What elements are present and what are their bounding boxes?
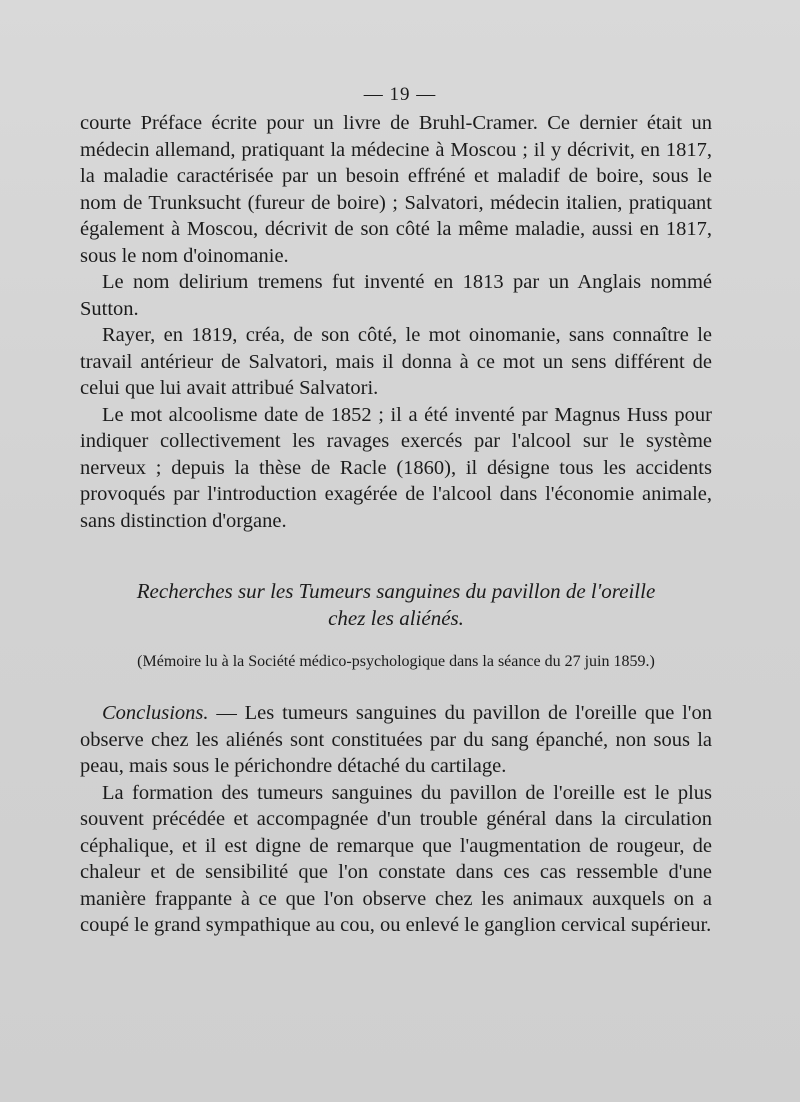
section-title-line-2: chez les aliénés.: [328, 606, 464, 630]
conclusions-text: — Les tumeurs sanguines du pavillon de l'oreille que l'on observe chez les aliénés sont constituées par du sang épanché, non sous la peau, mais sous le périchondre détaché du cartilage.: [80, 702, 712, 777]
paragraph-rayer: Rayer, en 1819, créa, de son côté, le mot oinomanie, sans connaître le travail antérieur de Salvatori, mais il donna à ce mot un sens différent de celui que lui avait attribué Salvatori.: [80, 324, 712, 399]
memoire-note: (Mémoire lu à la Société médico-psychologique dans la séance du 27 juin 1859.): [137, 653, 655, 670]
paragraph-formation: La formation des tumeurs sanguines du pavillon de l'oreille est le plus souvent précédée et accompagnée d'un trouble général dans la circulation céphalique, et il est digne de remarque que l'augmentation de rougeur, de chaleur et de sensibilité que l'on constate dans ces cas ressemble d'une manière frappante à ce que l'on observe chez les animaux auxquels on a coupé le grand sympathique au cou, ou enlevé le ganglion cervical supérieur.: [80, 781, 712, 936]
paragraph-conclusions: [80, 700, 712, 780]
conclusions-label: Conclusions.: [102, 702, 209, 724]
paragraph-delirium-tremens: Le nom delirium tremens fut inventé en 1813 par un Anglais nommé Sutton.: [80, 271, 712, 320]
section-title: [80, 578, 712, 632]
section-title-line-1: Recherches sur les Tumeurs sanguines du pavillon de l'oreille: [136, 579, 656, 603]
paragraph-bruhl-cramer: courte Préface écrite pour un livre de Bruhl-Cramer. Ce dernier était un médecin allemand, pratiquant la médecine à Moscou ; il y décrivit, en 1817, la maladie caractérisée par un besoin effréné et maladif de boire, sous le nom de Trunksucht (fureur de boire) ; Salvatori, médecin italien, pratiquant également à Moscou, décrivit de son côté la même maladie, aussi en 1817, sous le nom d'oinomanie.: [80, 112, 712, 267]
paragraph-alcoolisme: Le mot alcoolisme date de 1852 ; il a été inventé par Magnus Huss pour indiquer collectivement les ravages exercés par l'alcool sur le système nerveux ; depuis la thèse de Racle (1860), il désigne tous les accidents provoqués par l'introduction exagérée de l'alcool dans l'économie animale, sans distinction d'organe.: [80, 403, 712, 532]
body-text-top: [80, 110, 712, 534]
body-text-bottom: [80, 700, 712, 939]
page-number: — 19 —: [363, 84, 437, 105]
